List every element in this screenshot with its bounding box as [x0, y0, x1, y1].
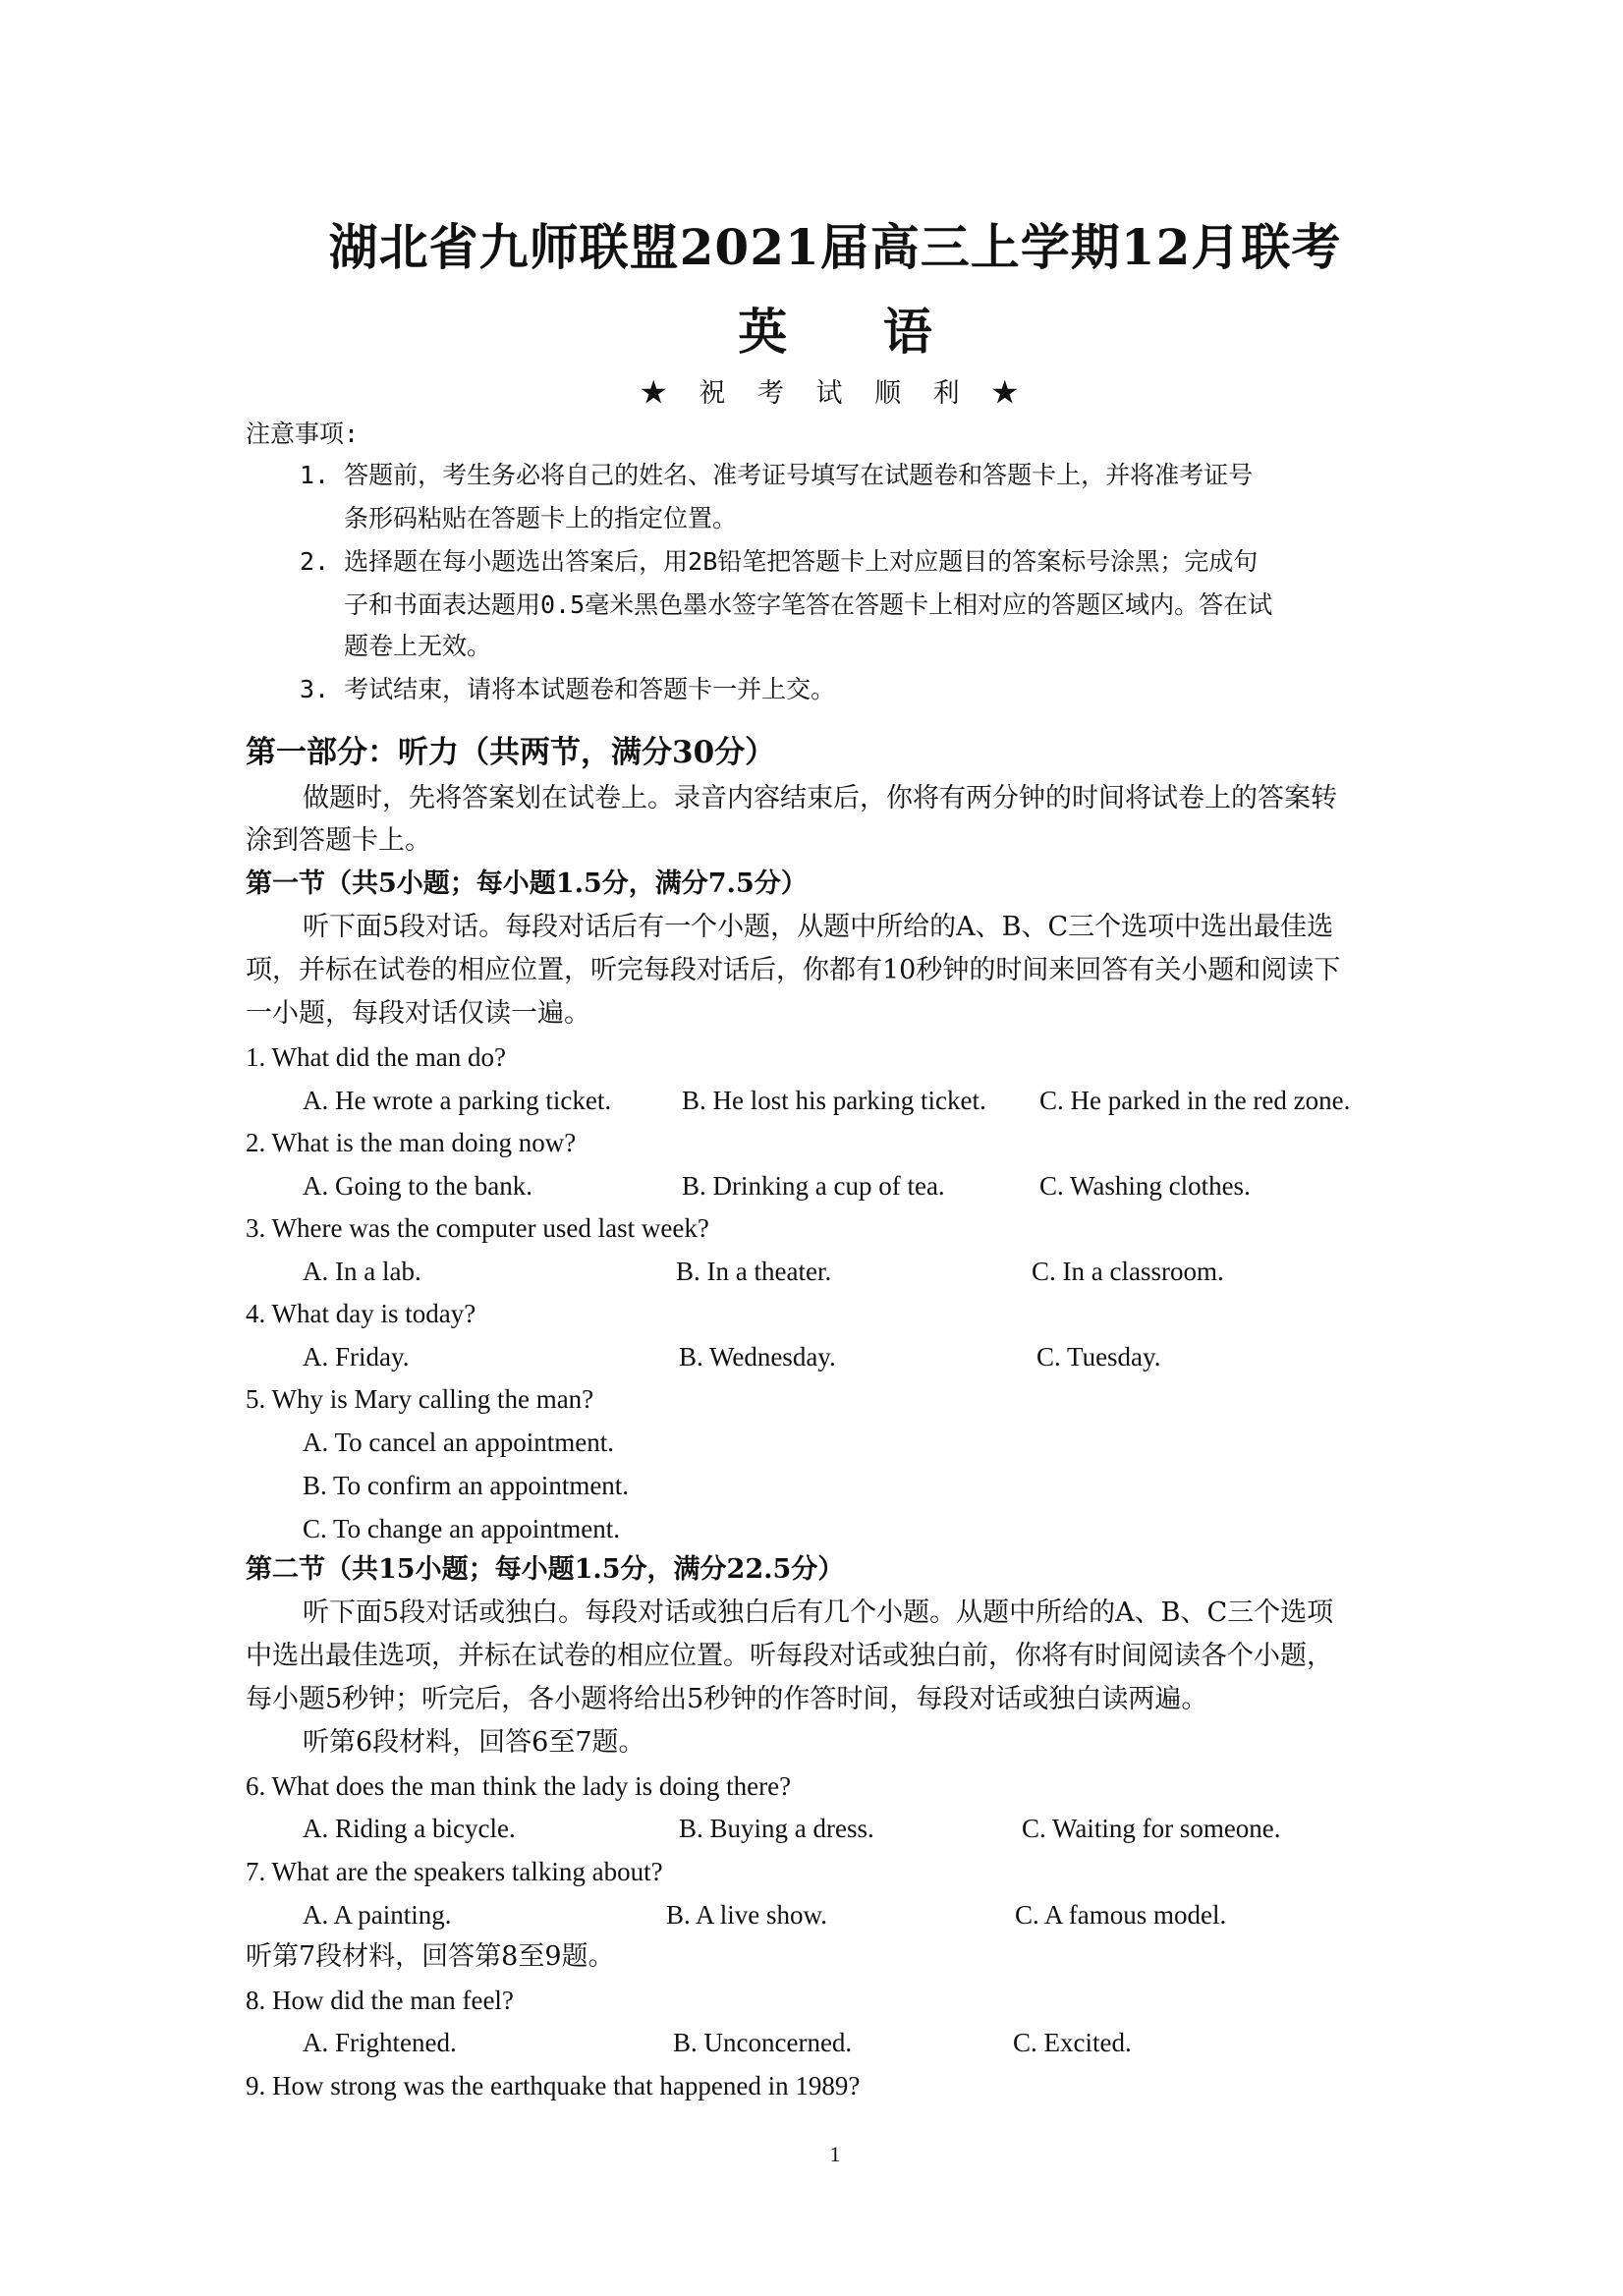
blessing-line: ★ 祝 考 试 顺 利 ★ — [640, 378, 1031, 409]
q1-option-b: B. He lost his parking ticket. — [682, 1086, 986, 1115]
q5-option-b: B. To confirm an appointment. — [303, 1471, 630, 1500]
question-4: 4. What day is today? — [246, 1299, 476, 1328]
material-6-note: 听第6段材料，回答6至7题。 — [303, 1727, 645, 1758]
q8-option-c: C. Excited. — [1013, 2028, 1132, 2057]
q2-option-b: B. Drinking a cup of tea. — [682, 1171, 945, 1201]
q3-option-c: C. In a classroom. — [1032, 1257, 1224, 1286]
q8-option-a: A. Frightened. — [303, 2028, 457, 2057]
section2-heading: 第二节（共15小题；每小题1.5分，满分22.5分） — [246, 1554, 845, 1585]
question-2: 2. What is the man doing now? — [246, 1128, 577, 1157]
q8-option-b: B. Unconcerned. — [673, 2028, 853, 2057]
question-6: 6. What does the man think the lady is doing there? — [246, 1771, 792, 1801]
q7-option-c: C. A famous model. — [1015, 1900, 1227, 1930]
subject-title: 英 语 — [738, 303, 972, 361]
q1-option-a: A. He wrote a parking ticket. — [303, 1086, 612, 1115]
q1-option-c: C. He parked in the red zone. — [1039, 1086, 1351, 1115]
section1-intro-2: 项，并标在试卷的相应位置，听完每段对话后，你都有10秒钟的时间来回答有关小题和阅读下 — [246, 955, 1341, 985]
question-7: 7. What are the speakers talking about? — [246, 1857, 663, 1886]
q4-option-b: B. Wednesday. — [679, 1342, 836, 1372]
q6-option-c: C. Waiting for someone. — [1022, 1814, 1281, 1843]
question-1: 1. What did the man do? — [246, 1042, 506, 1072]
q3-option-b: B. In a theater. — [676, 1257, 832, 1286]
material-7-note: 听第7段材料，回答第8至9题。 — [246, 1941, 615, 1972]
q4-option-c: C. Tuesday. — [1036, 1342, 1161, 1372]
question-8: 8. How did the man feel? — [246, 1986, 514, 2015]
q6-option-b: B. Buying a dress. — [679, 1814, 874, 1843]
q2-option-a: A. Going to the bank. — [303, 1171, 532, 1201]
part1-intro-2: 涂到答题卡上。 — [246, 825, 431, 856]
exam-title: 湖北省九师联盟2021届高三上学期12月联考 — [328, 218, 1342, 276]
notice-label: 注意事项: — [246, 420, 360, 448]
notice-item-1: 1. 答题前，考生务必将自己的姓名、准考证号填写在试题卷和答题卡上，并将准考证号 — [300, 461, 1254, 489]
q3-option-a: A. In a lab. — [303, 1257, 421, 1286]
question-3: 3. Where was the computer used last week? — [246, 1213, 709, 1243]
notice-item-2-cont2: 题卷上无效。 — [344, 632, 492, 660]
notice-item-3: 3. 考试结束，请将本试题卷和答题卡一并上交。 — [300, 675, 836, 703]
exam-page — [246, 0, 1425, 2296]
question-9: 9. How strong was the earthquake that happened in 1989? — [246, 2071, 861, 2100]
section2-intro-2: 中选出最佳选项，并标在试卷的相应位置。听每段对话或独白前，你将有时间阅读各个小题， — [246, 1641, 1333, 1671]
q5-option-a: A. To cancel an appointment. — [303, 1428, 615, 1457]
section2-intro-1: 听下面5段对话或独白。每段对话或独白后有几个小题。从题中所给的A、B、C三个选项 — [303, 1597, 1334, 1628]
q4-option-a: A. Friday. — [303, 1342, 410, 1372]
notice-item-2: 2. 选择题在每小题选出答案后，用2B铅笔把答题卡上对应题目的答案标号涂黑；完成句 — [300, 547, 1259, 576]
section2-intro-3: 每小题5秒钟；听完后，各小题将给出5秒钟的作答时间，每段对话或独白读两遍。 — [246, 1684, 1208, 1714]
q7-option-b: B. A live show. — [666, 1900, 828, 1930]
section1-intro-1: 听下面5段对话。每段对话后有一个小题，从题中所给的A、B、C三个选项中选出最佳选 — [303, 912, 1334, 942]
part1-heading: 第一部分：听力（共两节，满分30分） — [246, 735, 776, 770]
question-5: 5. Why is Mary calling the man? — [246, 1384, 594, 1414]
q6-option-a: A. Riding a bicycle. — [303, 1814, 516, 1843]
page-number: 1 — [829, 2142, 841, 2166]
section1-heading: 第一节（共5小题；每小题1.5分，满分7.5分） — [246, 868, 808, 899]
q5-option-c: C. To change an appointment. — [303, 1514, 621, 1543]
section1-intro-3: 一小题，每段对话仅读一遍。 — [246, 998, 590, 1029]
part1-intro-1: 做题时，先将答案划在试卷上。录音内容结束后，你将有两分钟的时间将试卷上的答案转 — [303, 783, 1337, 813]
notice-item-1-cont: 条形码粘贴在答题卡上的指定位置。 — [344, 504, 738, 532]
q7-option-a: A. A painting. — [303, 1900, 452, 1930]
q2-option-c: C. Washing clothes. — [1039, 1171, 1251, 1201]
notice-item-2-cont: 子和书面表达题用0.5毫米黑色墨水签字笔答在答题卡上相对应的答题区域内。答在试 — [344, 590, 1273, 619]
